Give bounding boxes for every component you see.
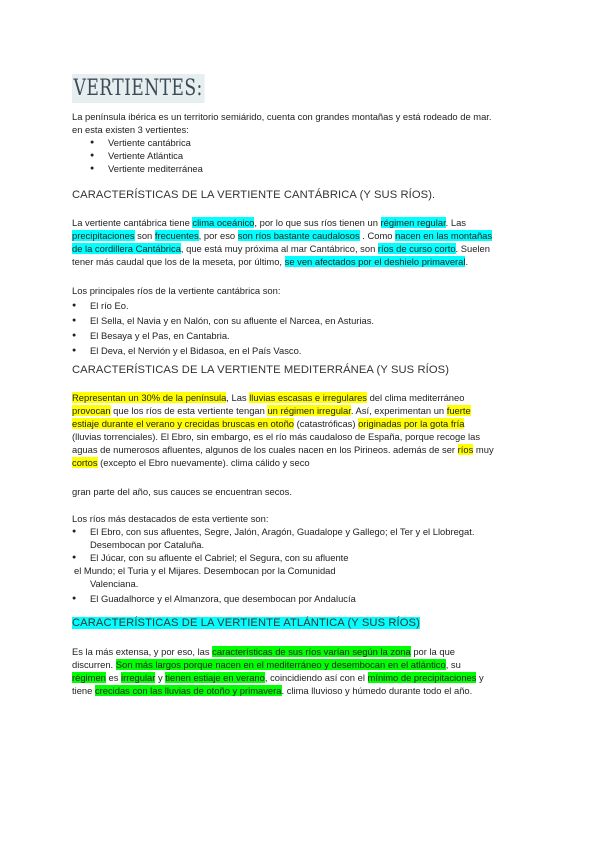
text-line: tener más caudal que los de la meseta, por último, se ven afectados por el deshielo primaveral. bbox=[72, 256, 469, 267]
text-line: discurren. Son más largos porque nacen en el mediterráneo y desembocan en el atlántico, su bbox=[72, 659, 461, 670]
text-line: precipitaciones son frecuentes, por eso son ríos bastante caudalosos . Como nacen en las montañas bbox=[72, 230, 493, 241]
text-line: de la cordillera Cantábrica, que está muy próxima al mar Cantábrico, son ríos de curso corto. Suelen bbox=[72, 243, 490, 254]
rivers-list bbox=[72, 525, 532, 564]
list-item: ● El río Eo. bbox=[72, 299, 532, 312]
list-item: ● El Sella, el Navia y en Nalón, con su afluente el Narcea, en Asturias. bbox=[72, 314, 532, 327]
mediterranea-rivers bbox=[72, 512, 532, 605]
list-item: ● Vertiente cantábrica bbox=[72, 136, 532, 149]
text-line: (lluvias torrenciales). El Ebro, sin embargo, es el río más caudaloso de España, porque recoge las bbox=[72, 431, 481, 442]
vertientes-list bbox=[72, 136, 532, 175]
list-item: ● El Ebro, con sus afluentes, Segre, Jalón, Aragón, Guadalope y Gallego; el Ter y el Llobregat. Desembocan por Cataluña. bbox=[72, 525, 532, 551]
intro-line: La península ibérica es un territorio semiárido, cuenta con grandes montañas y está rodeado de mar. bbox=[72, 111, 492, 122]
list-item: ● Vertiente Atlántica bbox=[72, 149, 532, 162]
list-item: ● El Besaya y el Pas, en Cantabria. bbox=[72, 329, 532, 342]
text-line: Es la más extensa, y por eso, las características de sus ríos varían según la zona por la que bbox=[72, 646, 456, 657]
mediterranea-paragraph-2 bbox=[72, 485, 532, 498]
text-line: estiaje durante el verano y crecidas bruscas en otoño (catastróficas) originadas por la gota fría bbox=[72, 418, 465, 429]
cantabrica-paragraph bbox=[72, 216, 532, 268]
list-item: ● Vertiente mediterránea bbox=[72, 162, 532, 175]
text-line: Representan un 30% de la península, Las lluvias escasas e irregulares del clima mediterráneo bbox=[72, 392, 465, 403]
text-line: provocan que los ríos de esta vertiente tengan un régimen irregular. Así, experimentan un fuerte bbox=[72, 405, 471, 416]
section-heading-atlantica: CARACTERÍSTICAS DE LA VERTIENTE ATLÁNTICA (Y SUS RÍOS) bbox=[72, 617, 420, 629]
rivers-list bbox=[72, 299, 532, 357]
list-item: ● El Júcar, con su afluente el Cabriel; el Segura, con su afluente bbox=[72, 551, 532, 564]
title-wrap bbox=[72, 74, 242, 103]
text-line: régimen es irregular y tienen estiaje en verano, coincidiendo así con el mínimo de precipitaciones y bbox=[72, 672, 484, 683]
text-line: cortos (excepto el Ebro nuevamente). clima cálido y seco bbox=[72, 457, 310, 468]
text-line: tiene crecidas con las lluvias de otoño y primavera. clima lluvioso y húmedo durante todo el año. bbox=[72, 685, 473, 696]
section-heading-mediterranea: CARACTERÍSTICAS DE LA VERTIENTE MEDITERRÁNEA (Y SUS RÍOS) bbox=[72, 364, 450, 376]
list-item-continuation: Valenciana. bbox=[90, 578, 139, 589]
list-item: ● El Deva, el Nervión y el Bidasoa, en el País Vasco. bbox=[72, 344, 532, 357]
list-item: ● El Guadalhorce y el Almanzora, que desembocan por Andalucía bbox=[72, 592, 532, 605]
cantabrica-rivers bbox=[72, 284, 532, 357]
intro-line: en esta existen 3 vertientes: bbox=[72, 124, 189, 135]
list-item-continuation: el Mundo; el Turia y el Mijares. Desembocan por la Comunidad bbox=[74, 565, 336, 576]
rivers-intro: Los principales ríos de la vertiente cantábrica son: bbox=[72, 285, 281, 296]
rivers-intro: Los ríos más destacados de esta vertiente son: bbox=[72, 513, 269, 524]
atlantica-paragraph bbox=[72, 645, 532, 697]
section-heading-cantabrica: CARACTERÍSTICAS DE LA VERTIENTE CANTÁBRICA (Y SUS RÍOS). bbox=[72, 189, 436, 201]
text-line: aguas de numerosos afluentes, algunos de los cuales nacen en los Pirineos. además de ser ríos muy bbox=[72, 444, 494, 455]
mediterranea-paragraph bbox=[72, 391, 532, 469]
page-title: VERTIENTES: bbox=[73, 76, 203, 101]
intro-section bbox=[72, 110, 532, 175]
text-line: La vertiente cantábrica tiene clima oceánico, por lo que sus ríos tienen un régimen regular. Las bbox=[72, 217, 466, 228]
text-line: gran parte del año, sus cauces se encuentran secos. bbox=[72, 486, 292, 497]
rivers-list bbox=[72, 592, 532, 605]
